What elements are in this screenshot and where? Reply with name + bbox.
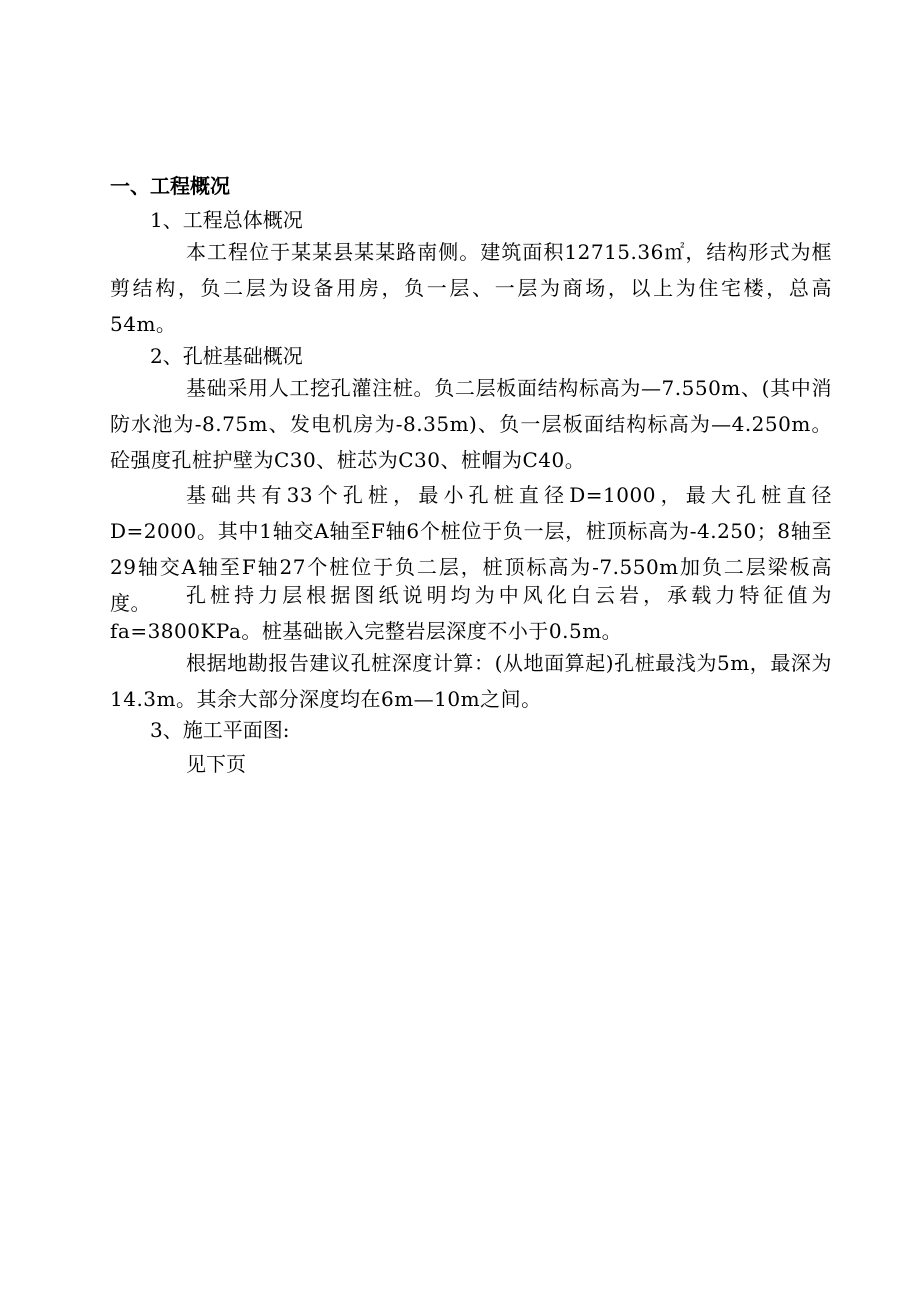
- paragraph-project-overview: 本工程位于某某县某某路南侧。建筑面积12715.36㎡，结构形式为框剪结构，负二层为设备用房，负一层、一层为商场，以上为住宅楼，总高54m。: [110, 240, 832, 336]
- paragraph-foundation-elevations: 基础采用人工挖孔灌注桩。负二层板面结构标高为—7.550m、(其中消防水池为-8.75m、发电机房为-8.35m)、负一层板面结构标高为—4.250m。砼强度孔桩护壁为C30、桩芯为C30、桩帽为C40。: [110, 376, 832, 472]
- paragraph-bearing-layer: 孔桩持力层根据图纸说明均为中风化白云岩，承载力特征值为fa=3800KPa。桩基础嵌入完整岩层深度不小于0.5m。: [110, 583, 832, 643]
- see-next-page-note: 见下页: [186, 752, 246, 776]
- subsection-title-pile-foundation: 2、孔桩基础概况: [150, 344, 303, 368]
- paragraph-pile-depth: 根据地勘报告建议孔桩深度计算：(从地面算起)孔桩最浅为5m，最深为14.3m。其余大部分深度均在6m—10m之间。: [110, 651, 832, 711]
- paragraph-pile-count: 基础共有33个孔桩，最小孔桩直径D=1000，最大孔桩直径D=2000。其中1轴交A轴至F轴6个桩位于负一层，桩顶标高为-4.250；8轴至29轴交A轴至F轴27个桩位于负二层，桩顶标高为-7.550m加负二层梁板高度。: [110, 483, 832, 615]
- section-title: 一、工程概况: [110, 174, 230, 198]
- subsection-title-overview: 1、工程总体概况: [150, 208, 303, 232]
- subsection-title-site-plan: 3、施工平面图:: [150, 718, 290, 742]
